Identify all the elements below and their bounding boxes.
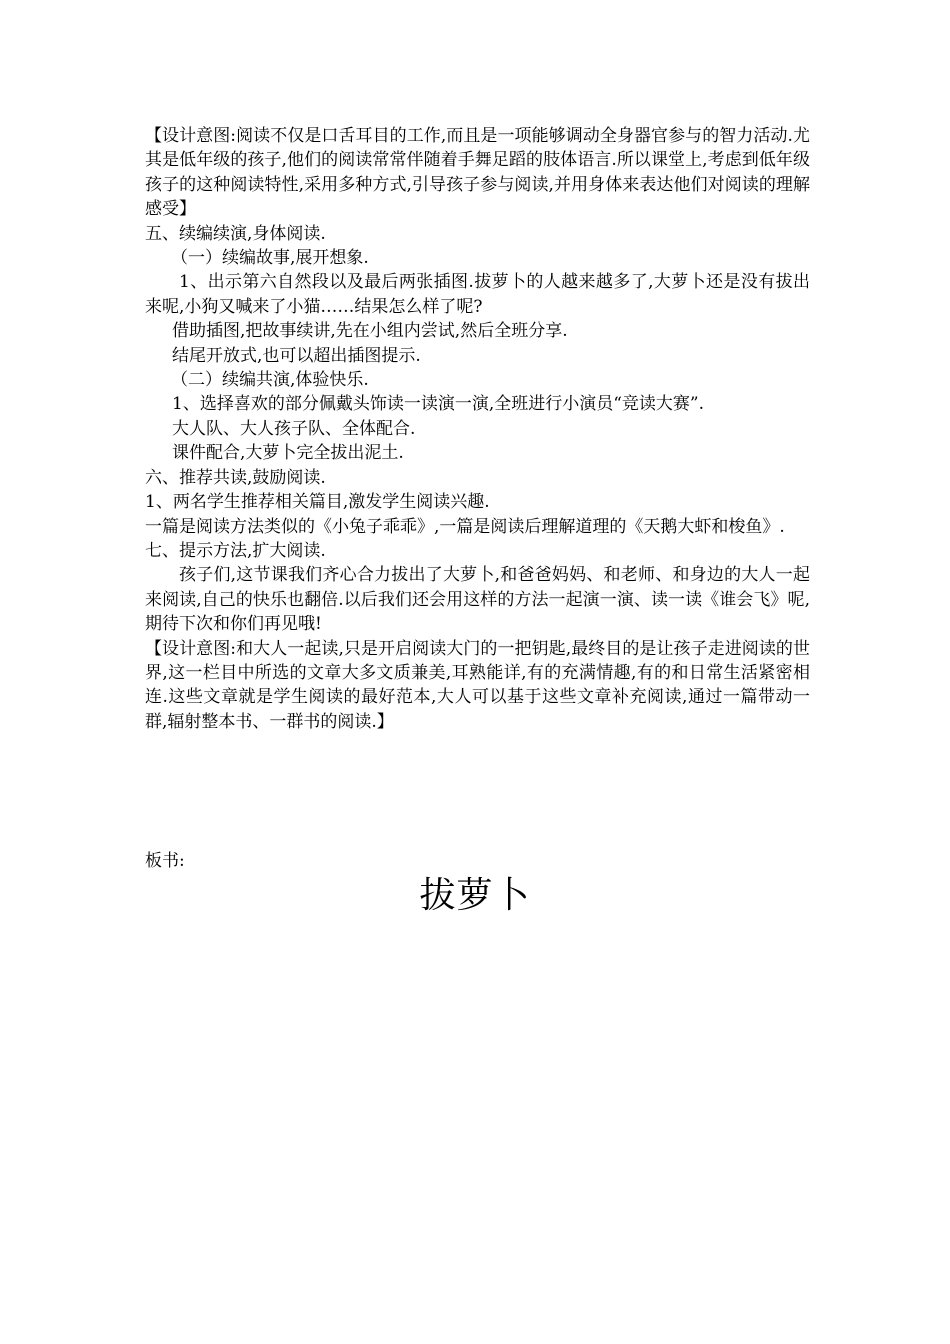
section-heading-5: 五、续编续演,身体阅读. [145, 223, 326, 244]
recommendation-paragraph: 一篇是阅读方法类似的《小兔子乖乖》,一篇是阅读后理解道理的《天鹅大虾和梭鱼》. [145, 516, 785, 537]
note-paragraph: 借助插图,把故事续讲,先在小组内尝试,然后全班分享. [172, 321, 568, 342]
step-paragraph-5-2-1: 1、选择喜欢的部分佩戴头饰读一读演一演,全班进行小演员“竞读大赛”. [172, 394, 705, 415]
design-intent-note-2: 【设计意图:和大人一起读,只是开启阅读大门的一把钥匙,最终目的是让孩子走进阅读的世界,这一栏目中所选的文章大多文质兼美,耳熟能详,有的充满情趣,有的和日常生活紧密相连.这些文章就是学生阅读的最好范本,大人可以基于这些文章补充阅读,通过一篇带动一群,辐射整本书、一群书的阅读.】 [145, 638, 810, 732]
note-paragraph: 结尾开放式,也可以超出插图提示. [172, 345, 421, 366]
step-paragraph-5-1-1: 1、出示第六自然段以及最后两张插图.拔萝卜的人越来越多了,大萝卜还是没有拔出来呢,小狗又喊来了小猫……结果怎么样了呢? [145, 272, 810, 317]
document-body [145, 124, 810, 734]
closing-paragraph: 孩子们,这节课我们齐心合力拔出了大萝卜,和爸爸妈妈、和老师、和身边的大人一起来阅读,自己的快乐也翻倍.以后我们还会用这样的方法一起演一演、读一读《谁会飞》呢,期待下次和你们再见哦! [145, 565, 810, 635]
subsection-heading-5-2: （二）续编共演,体验快乐. [171, 370, 369, 391]
blackboard-label: 板书: [145, 851, 185, 871]
section-heading-6: 六、推荐共读,鼓励阅读. [145, 467, 326, 488]
note-paragraph: 课件配合,大萝卜完全拔出泥土. [172, 443, 404, 464]
step-paragraph-6-1: 1、两名学生推荐相关篇目,激发学生阅读兴趣. [145, 492, 490, 513]
design-intent-note-1: 【设计意图:阅读不仅是口舌耳目的工作,而且是一项能够调动全身器官参与的智力活动.尤其是低年级的孩子,他们的阅读常常伴随着手舞足蹈的肢体语言.所以课堂上,考虑到低年级孩子的这种阅读特性,采用多种方式,引导孩子参与阅读,并用身体来表达他们对阅读的理解感受】 [145, 126, 810, 220]
blackboard-title: 拔萝卜 [419, 875, 531, 916]
subsection-heading-5-1: （一）续编故事,展开想象. [171, 248, 369, 269]
section-heading-7: 七、提示方法,扩大阅读. [145, 540, 326, 561]
note-paragraph: 大人队、大人孩子队、全体配合. [172, 418, 416, 439]
